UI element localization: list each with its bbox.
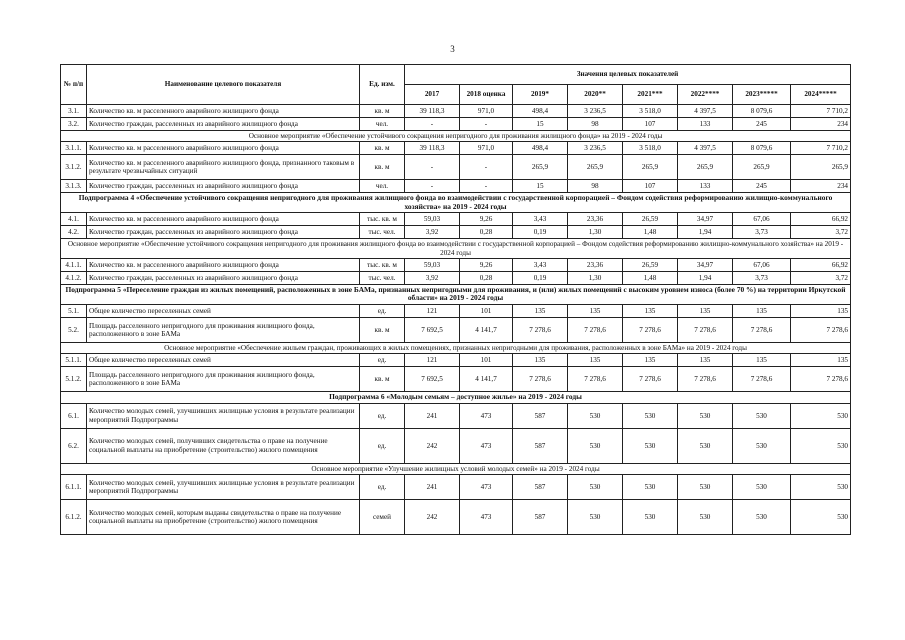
value-cell: 498,4 <box>513 105 568 118</box>
header-year: 2024***** <box>791 85 851 105</box>
row-number: 5.1.1. <box>61 354 87 367</box>
unit-cell: ед. <box>360 354 405 367</box>
indicator-name: Количество молодых семей, улучшивших жилищные условия в результате реализации мероприятий Подпрограммы <box>87 403 360 428</box>
main-activity-row <box>61 239 851 259</box>
value-cell: 473 <box>460 499 513 534</box>
row-number: 5.1. <box>61 304 87 317</box>
value-cell: 3,43 <box>513 213 568 226</box>
unit-cell: тыс. кв. м <box>360 213 405 226</box>
value-cell: 498,4 <box>513 142 568 155</box>
unit-cell: семей <box>360 499 405 534</box>
value-cell: 530 <box>623 499 678 534</box>
value-cell: 4 397,5 <box>678 105 733 118</box>
value-cell: 98 <box>568 180 623 193</box>
unit-cell: чел. <box>360 118 405 131</box>
value-cell: 121 <box>405 304 460 317</box>
value-cell: 530 <box>568 403 623 428</box>
value-cell: 133 <box>678 180 733 193</box>
header-unit: Ед. изм. <box>360 65 405 105</box>
indicator-name: Общее количество переселенных семей <box>87 304 360 317</box>
value-cell: 3 236,5 <box>568 105 623 118</box>
subprogram-title: Подпрограмма 6 «Молодым семьям – доступное жилье» на 2019 - 2024 годы <box>61 392 851 404</box>
value-cell: 98 <box>568 118 623 131</box>
value-cell: 59,03 <box>405 258 460 271</box>
value-cell: 7 278,6 <box>733 367 791 392</box>
page-number: 3 <box>450 44 455 54</box>
value-cell: 135 <box>733 354 791 367</box>
value-cell: 7 692,5 <box>405 367 460 392</box>
value-cell: 7 278,6 <box>678 317 733 342</box>
indicator-name: Площадь расселенного непригодного для проживания жилищного фонда, расположенного в зоне БАМа <box>87 367 360 392</box>
value-cell: 135 <box>623 354 678 367</box>
value-cell: 530 <box>568 499 623 534</box>
unit-cell: ед. <box>360 474 405 499</box>
value-cell: 242 <box>405 499 460 534</box>
target-indicators-table <box>60 64 851 535</box>
indicator-name: Общее количество переселенных семей <box>87 354 360 367</box>
table-row <box>61 499 851 534</box>
value-cell: 107 <box>623 180 678 193</box>
value-cell: 234 <box>791 180 851 193</box>
main-activity-row <box>61 131 851 142</box>
unit-cell: кв. м <box>360 105 405 118</box>
value-cell: 265,9 <box>568 155 623 180</box>
value-cell: 7 278,6 <box>568 317 623 342</box>
main-activity-title: Основное мероприятие «Обеспечение жильем граждан, проживающих в жилых помещениях, признанных непригодными для проживания, расположенных в зоне БАМа» на 2019 - 2024 годы <box>61 342 851 353</box>
value-cell: 135 <box>513 354 568 367</box>
value-cell: 135 <box>568 304 623 317</box>
value-cell: 1,94 <box>678 226 733 239</box>
main-activity-row <box>61 463 851 474</box>
value-cell: 135 <box>513 304 568 317</box>
value-cell: 7 278,6 <box>623 367 678 392</box>
value-cell: 67,06 <box>733 258 791 271</box>
value-cell: 7 278,6 <box>513 367 568 392</box>
unit-cell: чел. <box>360 180 405 193</box>
value-cell: 473 <box>460 428 513 463</box>
row-number: 5.2. <box>61 317 87 342</box>
value-cell: 530 <box>791 428 851 463</box>
value-cell: 587 <box>513 428 568 463</box>
value-cell: 3 518,0 <box>623 105 678 118</box>
subprogram-title: Подпрограмма 4 «Обеспечение устойчивого сокращения непригодного для проживания жилищного фонда во взаимодействии с государственной корпорацией – Фондом содействия реформированию жилищно-коммунального хозяйства» на 2019 - 2024 годы <box>61 193 851 213</box>
main-activity-row <box>61 342 851 353</box>
value-cell: 34,97 <box>678 213 733 226</box>
value-cell: 135 <box>623 304 678 317</box>
indicator-name: Количество кв. м расселенного аварийного жилищного фонда, признанного таковым в результате чрезвычайных ситуаций <box>87 155 360 180</box>
value-cell: 67,06 <box>733 213 791 226</box>
value-cell: 66,92 <box>791 258 851 271</box>
value-cell: 15 <box>513 118 568 131</box>
value-cell: 530 <box>568 428 623 463</box>
row-number: 3.2. <box>61 118 87 131</box>
unit-cell: кв. м <box>360 142 405 155</box>
value-cell: 3,72 <box>791 271 851 284</box>
value-cell: 101 <box>460 304 513 317</box>
unit-cell: кв. м <box>360 317 405 342</box>
value-cell: 971,0 <box>460 142 513 155</box>
value-cell: 7 710,2 <box>791 105 851 118</box>
value-cell: 3,92 <box>405 271 460 284</box>
indicator-name: Количество граждан, расселенных из аварийного жилищного фонда <box>87 118 360 131</box>
value-cell: - <box>405 180 460 193</box>
unit-cell: кв. м <box>360 155 405 180</box>
value-cell: 8 079,6 <box>733 105 791 118</box>
value-cell: 473 <box>460 474 513 499</box>
value-cell: 530 <box>791 403 851 428</box>
value-cell: 530 <box>678 428 733 463</box>
main-activity-title: Основное мероприятие «Обеспечение устойчивого сокращения непригодного для проживания жилищного фонда» на 2019 - 2024 годы <box>61 131 851 142</box>
value-cell: 4 397,5 <box>678 142 733 155</box>
value-cell: 23,36 <box>568 213 623 226</box>
value-cell: 530 <box>733 474 791 499</box>
indicator-name: Площадь расселенного непригодного для проживания жилищного фонда, расположенного в зоне БАМа <box>87 317 360 342</box>
value-cell: 1,48 <box>623 226 678 239</box>
header-year: 2023***** <box>733 85 791 105</box>
value-cell: 530 <box>733 499 791 534</box>
value-cell: 530 <box>791 499 851 534</box>
value-cell: 3,73 <box>733 226 791 239</box>
table-row <box>61 271 851 284</box>
value-cell: 26,59 <box>623 213 678 226</box>
table-row <box>61 213 851 226</box>
value-cell: 3,92 <box>405 226 460 239</box>
main-activity-title: Основное мероприятие «Улучшение жилищных условий молодых семей» на 2019 - 2024 годы <box>61 463 851 474</box>
row-number: 6.2. <box>61 428 87 463</box>
value-cell: 530 <box>733 428 791 463</box>
table-row <box>61 118 851 131</box>
row-number: 3.1.2. <box>61 155 87 180</box>
indicator-name: Количество граждан, расселенных из аварийного жилищного фонда <box>87 271 360 284</box>
value-cell: 241 <box>405 474 460 499</box>
value-cell: 0,19 <box>513 271 568 284</box>
row-number: 6.1.2. <box>61 499 87 534</box>
value-cell: 135 <box>568 354 623 367</box>
value-cell: 1,94 <box>678 271 733 284</box>
value-cell: 39 118,3 <box>405 142 460 155</box>
unit-cell: кв. м <box>360 367 405 392</box>
indicator-name: Количество кв. м расселенного аварийного жилищного фонда <box>87 105 360 118</box>
unit-cell: тыс. кв. м <box>360 258 405 271</box>
header-name: Наименование целевого показателя <box>87 65 360 105</box>
row-number: 4.2. <box>61 226 87 239</box>
value-cell: 39 118,3 <box>405 105 460 118</box>
value-cell: 4 141,7 <box>460 367 513 392</box>
value-cell: 587 <box>513 499 568 534</box>
header-year: 2018 оценка <box>460 85 513 105</box>
value-cell: 530 <box>791 474 851 499</box>
value-cell: - <box>460 180 513 193</box>
value-cell: 8 079,6 <box>733 142 791 155</box>
value-cell: 530 <box>733 403 791 428</box>
table-row <box>61 142 851 155</box>
value-cell: 7 692,5 <box>405 317 460 342</box>
value-cell: 59,03 <box>405 213 460 226</box>
value-cell: 530 <box>678 474 733 499</box>
value-cell: 971,0 <box>460 105 513 118</box>
indicator-name: Количество молодых семей, получивших свидетельства о праве на получение социальной выплаты на приобретение (строительство) жилого помещения <box>87 428 360 463</box>
value-cell: 241 <box>405 403 460 428</box>
header-values: Значения целевых показателей <box>405 65 851 85</box>
row-number: 6.1. <box>61 403 87 428</box>
row-number: 3.1.3. <box>61 180 87 193</box>
table-row <box>61 474 851 499</box>
value-cell: 9,26 <box>460 258 513 271</box>
value-cell: 265,9 <box>733 155 791 180</box>
value-cell: 135 <box>791 354 851 367</box>
value-cell: 530 <box>678 499 733 534</box>
table-row <box>61 304 851 317</box>
indicator-name: Количество граждан, расселенных из аварийного жилищного фонда <box>87 226 360 239</box>
value-cell: 101 <box>460 354 513 367</box>
value-cell: 1,48 <box>623 271 678 284</box>
value-cell: 26,59 <box>623 258 678 271</box>
value-cell: 3,73 <box>733 271 791 284</box>
value-cell: 107 <box>623 118 678 131</box>
value-cell: 3,72 <box>791 226 851 239</box>
header-year: 2022**** <box>678 85 733 105</box>
value-cell: 7 710,2 <box>791 142 851 155</box>
row-number: 4.1. <box>61 213 87 226</box>
header-num: № п/п <box>61 65 87 105</box>
indicator-name: Количество кв. м расселенного аварийного жилищного фонда <box>87 142 360 155</box>
value-cell: 3,43 <box>513 258 568 271</box>
value-cell: 0,19 <box>513 226 568 239</box>
value-cell: 245 <box>733 118 791 131</box>
value-cell: 135 <box>733 304 791 317</box>
header-year: 2021*** <box>623 85 678 105</box>
value-cell: 135 <box>678 304 733 317</box>
subprogram-heading-row <box>61 284 851 304</box>
value-cell: 7 278,6 <box>623 317 678 342</box>
header-year: 2020** <box>568 85 623 105</box>
value-cell: 15 <box>513 180 568 193</box>
row-number: 3.1. <box>61 105 87 118</box>
value-cell: 121 <box>405 354 460 367</box>
value-cell: 242 <box>405 428 460 463</box>
table-row <box>61 258 851 271</box>
row-number: 6.1.1. <box>61 474 87 499</box>
table-row <box>61 428 851 463</box>
value-cell: 0,28 <box>460 271 513 284</box>
value-cell: 245 <box>733 180 791 193</box>
table-row <box>61 180 851 193</box>
value-cell: 7 278,6 <box>568 367 623 392</box>
value-cell: 135 <box>791 304 851 317</box>
value-cell: - <box>460 155 513 180</box>
table-row <box>61 403 851 428</box>
indicator-name: Количество молодых семей, улучшивших жилищные условия в результате реализации мероприятий Подпрограммы <box>87 474 360 499</box>
indicator-name: Количество кв. м расселенного аварийного жилищного фонда <box>87 213 360 226</box>
subprogram-heading-row <box>61 193 851 213</box>
header-year: 2019* <box>513 85 568 105</box>
value-cell: 265,9 <box>791 155 851 180</box>
value-cell: 3 236,5 <box>568 142 623 155</box>
value-cell: 9,26 <box>460 213 513 226</box>
value-cell: 0,28 <box>460 226 513 239</box>
value-cell: 135 <box>678 354 733 367</box>
row-number: 5.1.2. <box>61 367 87 392</box>
unit-cell: тыс. чел. <box>360 271 405 284</box>
value-cell: 34,97 <box>678 258 733 271</box>
value-cell: 66,92 <box>791 213 851 226</box>
value-cell: - <box>405 118 460 131</box>
unit-cell: тыс. чел. <box>360 226 405 239</box>
unit-cell: ед. <box>360 428 405 463</box>
value-cell: 530 <box>623 428 678 463</box>
value-cell: 7 278,6 <box>513 317 568 342</box>
value-cell: 530 <box>623 474 678 499</box>
value-cell: 587 <box>513 403 568 428</box>
value-cell: 587 <box>513 474 568 499</box>
value-cell: 4 141,7 <box>460 317 513 342</box>
table-row <box>61 367 851 392</box>
header-year: 2017 <box>405 85 460 105</box>
value-cell: 7 278,6 <box>791 317 851 342</box>
main-activity-title: Основное мероприятие «Обеспечение устойчивого сокращения непригодного для проживания жилищного фонда во взаимодействии с государственной корпорацией – Фондом содействия реформированию жилищно-коммунального хозяйства» на 2019 - 2024 годы <box>61 239 851 259</box>
subprogram-title: Подпрограмма 5 «Переселение граждан из жилых помещений, расположенных в зоне БАМа, признанных непригодными для проживания, и (или) жилых помещений с высоким уровнем износа (более 70 %) на территории Иркутской области» на 2019 - 2024 годы <box>61 284 851 304</box>
value-cell: 530 <box>568 474 623 499</box>
value-cell: 3 518,0 <box>623 142 678 155</box>
value-cell: 133 <box>678 118 733 131</box>
table-row <box>61 105 851 118</box>
value-cell: 530 <box>678 403 733 428</box>
table-row <box>61 155 851 180</box>
table-row <box>61 317 851 342</box>
value-cell: 265,9 <box>678 155 733 180</box>
unit-cell: ед. <box>360 403 405 428</box>
row-number: 3.1.1. <box>61 142 87 155</box>
indicator-name: Количество кв. м расселенного аварийного жилищного фонда <box>87 258 360 271</box>
indicator-name: Количество молодых семей, которым выданы свидетельства о праве на получение социальной выплаты на приобретение (строительство) жилого помещения <box>87 499 360 534</box>
unit-cell: ед. <box>360 304 405 317</box>
value-cell: 23,36 <box>568 258 623 271</box>
value-cell: 530 <box>623 403 678 428</box>
value-cell: 7 278,6 <box>791 367 851 392</box>
row-number: 4.1.1. <box>61 258 87 271</box>
table-row <box>61 354 851 367</box>
value-cell: 265,9 <box>513 155 568 180</box>
value-cell: 1,30 <box>568 271 623 284</box>
value-cell: 234 <box>791 118 851 131</box>
subprogram-heading-row <box>61 392 851 404</box>
row-number: 4.1.2. <box>61 271 87 284</box>
table-row <box>61 226 851 239</box>
value-cell: 473 <box>460 403 513 428</box>
value-cell: 1,30 <box>568 226 623 239</box>
value-cell: 7 278,6 <box>678 367 733 392</box>
indicator-name: Количество граждан, расселенных из аварийного жилищного фонда <box>87 180 360 193</box>
value-cell: 265,9 <box>623 155 678 180</box>
value-cell: - <box>460 118 513 131</box>
value-cell: - <box>405 155 460 180</box>
value-cell: 7 278,6 <box>733 317 791 342</box>
